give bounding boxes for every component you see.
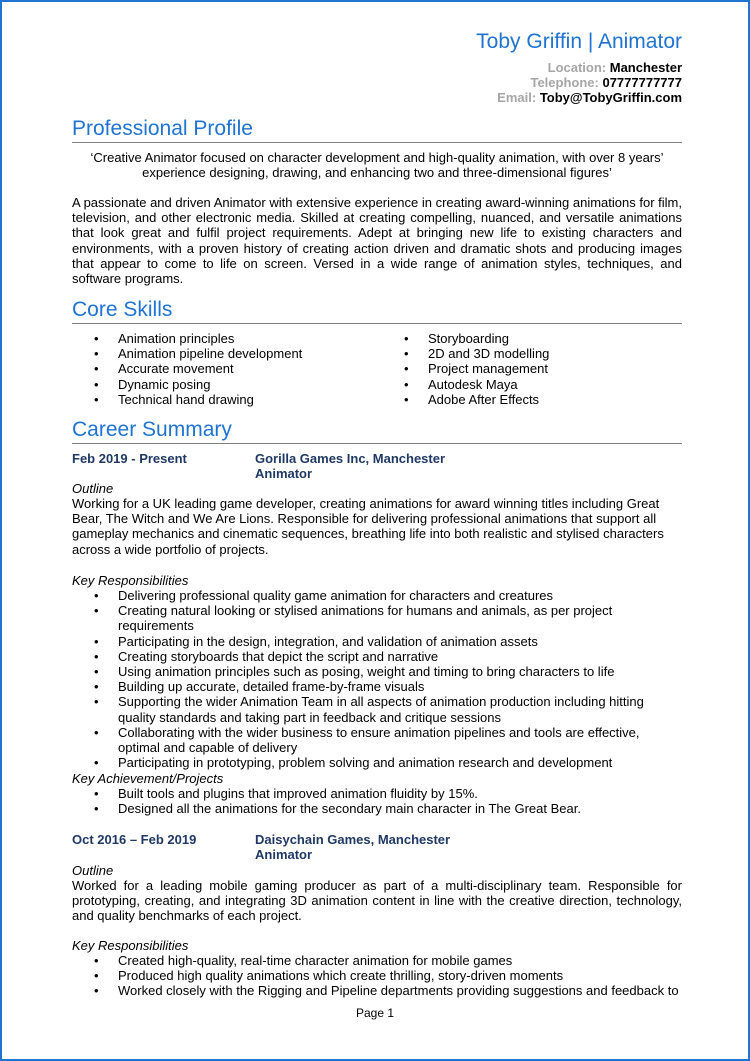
job-role: Animator [255, 466, 313, 482]
contact-email [497, 90, 682, 105]
outline-label: Outline [72, 481, 114, 496]
profile-quote: ‘Creative Animator focused on character development and high-quality animation, with over 8 years’ experience designing, drawing, and enhancing two and three-dimensional figures’ [90, 150, 664, 181]
list-item: • Dynamic posing [72, 377, 372, 392]
company-name: Daisychain Games, Manchester [255, 832, 451, 847]
job-dates: Oct 2016 – Feb 2019 [72, 832, 197, 847]
list-item: • Building up accurate, detailed frame-by-frame visuals [72, 679, 682, 694]
responsibilities-list [72, 588, 682, 770]
job-dates: Feb 2019 - Present [72, 451, 187, 466]
contact-label: Telephone: [530, 75, 599, 90]
page-number: Page 1 [355, 1006, 395, 1020]
list-item: • Created high-quality, real-time character animation for mobile games [72, 953, 682, 968]
list-item: • Creating storyboards that depict the script and narrative [72, 649, 682, 664]
section-title-profile: Professional Profile [72, 116, 682, 143]
list-item: • Collaborating with the wider business to ensure animation pipelines and tools are effective, optimal and capable of delivery [72, 725, 682, 755]
section-title-skills: Core Skills [72, 297, 682, 324]
list-item: • Built tools and plugins that improved animation fluidity by 15%. [72, 786, 682, 801]
list-item: • Creating natural looking or stylised animations for humans and animals, as per project requirements [72, 603, 682, 633]
list-item: • Accurate movement [72, 361, 372, 376]
section-title-career: Career Summary [72, 417, 682, 444]
list-item: • Supporting the wider Animation Team in all aspects of animation production including hitting quality standards and taking part in feedback and critique sessions [72, 694, 682, 724]
list-item: • Participating in prototyping, problem solving and animation research and development [72, 755, 682, 770]
job-company [255, 832, 450, 862]
list-item: • Animation pipeline development [72, 346, 372, 361]
responsibilities-list [72, 953, 682, 999]
achievements-label: Key Achievement/Projects [72, 771, 224, 786]
list-item: • Adobe After Effects [382, 392, 682, 407]
skills-list-right [382, 331, 682, 407]
responsibilities-label: Key Responsibilities [72, 573, 189, 588]
list-item: • Designed all the animations for the secondary main character in The Great Bear. [72, 801, 682, 816]
name-title: Toby Griffin | Animator [476, 30, 682, 53]
outline-label: Outline [72, 863, 114, 878]
list-item: • 2D and 3D modelling [382, 346, 682, 361]
list-item: • Using animation principles such as posing, weight and timing to bring characters to life [72, 664, 682, 679]
contact-location [548, 60, 682, 75]
job-role: Animator [255, 847, 313, 863]
responsibilities-label: Key Responsibilities [72, 938, 189, 953]
list-item: • Animation principles [72, 331, 372, 346]
list-item: • Storyboarding [382, 331, 682, 346]
contact-value: Manchester [609, 60, 682, 75]
contact-telephone [530, 75, 682, 90]
company-name: Gorilla Games Inc, Manchester [255, 451, 446, 466]
contact-value: 07777777777 [602, 75, 682, 90]
contact-value: Toby@TobyGriffin.com [539, 90, 682, 105]
contact-label: Location: [547, 60, 607, 75]
profile-body: A passionate and driven Animator with extensive experience in creating award-winning animations for film, television, and other electronic media. Skilled at creating compelling, nuanced, and versatile animations that look great and fulfil project requirements. Adept at bringing new life to existing characters and environments, with a proven history of creating action driven and dramatic shots and producing images that appear to come to life on screen. Versed in a wide range of animation styles, techniques, and software programs. [72, 195, 682, 287]
list-item: • Autodesk Maya [382, 377, 682, 392]
skills-list-left [72, 331, 372, 407]
contact-label: Email: [497, 90, 537, 105]
job-outline: Working for a UK leading game developer, creating animations for award winning titles including Great Bear, The Witch and We Are Lions. Responsible for delivering professional animations that support all gameplay mechanics and cinematic sequences, breathing life into both realistic and stylised characters across a wide portfolio of projects. [72, 496, 664, 557]
job-outline: Worked for a leading mobile gaming producer as part of a multi-disciplinary team. Responsible for prototyping, creating, and integrating 3D animation content in line with the creative direction, technology, and quality benchmarks of each project. [72, 878, 682, 924]
achievements-list [72, 786, 682, 816]
list-item: • Technical hand drawing [72, 392, 372, 407]
job-company [255, 451, 445, 481]
list-item: • Worked closely with the Rigging and Pipeline departments providing suggestions and feedback to [72, 983, 682, 998]
list-item: • Produced high quality animations which create thrilling, story-driven moments [72, 968, 682, 983]
list-item: • Participating in the design, integration, and validation of animation assets [72, 634, 682, 649]
list-item: • Project management [382, 361, 682, 376]
list-item: • Delivering professional quality game animation for characters and creatures [72, 588, 682, 603]
